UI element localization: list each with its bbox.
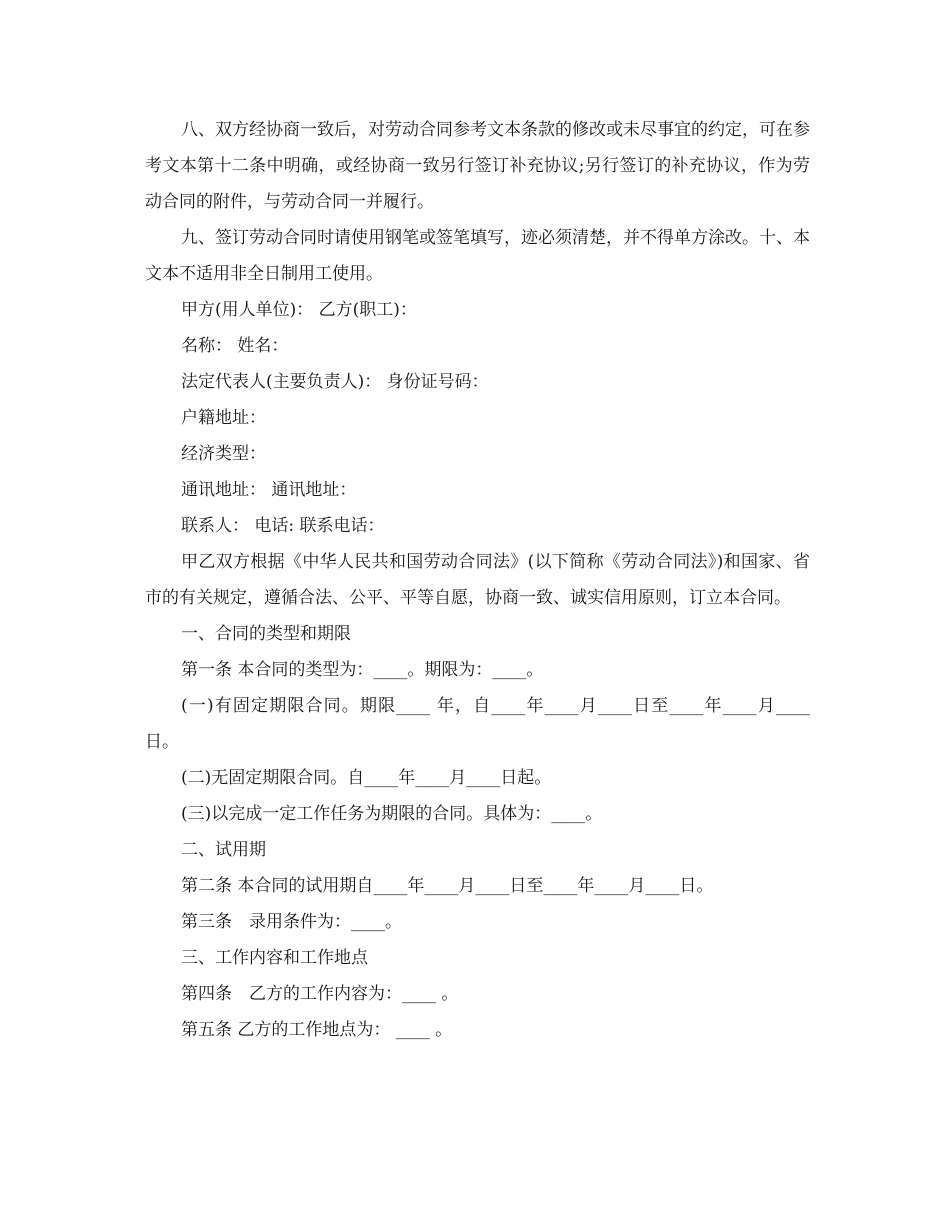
name-line: 名称： 姓名： [181, 336, 289, 356]
clause-nine-ten: 九、签订劳动合同时请使用钢笔或签笔填写，迹必须清楚，并不得单方涂改。十、本文本不适用非全日制用工使用。 [145, 228, 810, 284]
contact-line: 联系人： 电话: 联系电话： [181, 516, 385, 536]
open-term-item: (二)无固定期限合同。自____年____月____日起。 [181, 768, 552, 788]
article-three: 第三条 录用条件为：____。 [181, 912, 402, 932]
household-address-line: 户籍地址： [181, 408, 266, 428]
article-four: 第四条 乙方的工作内容为：____ 。 [181, 984, 459, 1004]
fixed-term-item: (一)有固定期限合同。期限____ 年，自____年____月____日至____年____月____日。 [145, 696, 810, 752]
party-header: 甲方(用人单位)： 乙方(职工)： [181, 300, 417, 320]
section-heading-three: 三、工作内容和工作地点 [181, 948, 368, 968]
representative-line: 法定代表人(主要负责人)： 身份证号码： [181, 372, 489, 392]
economic-type-line: 经济类型： [181, 444, 266, 464]
article-five: 第五条 乙方的工作地点为： ____ 。 [181, 1020, 453, 1040]
section-heading-one: 一、合同的类型和期限 [181, 624, 351, 644]
section-heading-two: 二、试用期 [181, 840, 266, 860]
clause-eight: 八、双方经协商一致后，对劳动合同参考文本条款的修改或未尽事宜的约定，可在参考文本第十二条中明确，或经协商一致另行签订补充协议;另行签订的补充协议，作为劳动合同的附件，与劳动合同一并履行。 [145, 120, 810, 212]
task-term-item: (三)以完成一定工作任务为期限的合同。具体为：____。 [181, 804, 603, 824]
mailing-address-line: 通讯地址： 通讯地址： [181, 480, 357, 500]
article-two: 第二条 本合同的试用期自____年____月____日至____年____月____日。 [181, 876, 714, 896]
preamble-paragraph: 甲乙双方根据《中华人民共和国劳动合同法》(以下简称《劳动合同法》)和国家、省市的有关规定，遵循合法、公平、平等自愿，协商一致、诚实信用原则，订立本合同。 [145, 552, 810, 608]
document-body [145, 112, 810, 1048]
article-one: 第一条 本合同的类型为：____。期限为：____。 [181, 660, 544, 680]
